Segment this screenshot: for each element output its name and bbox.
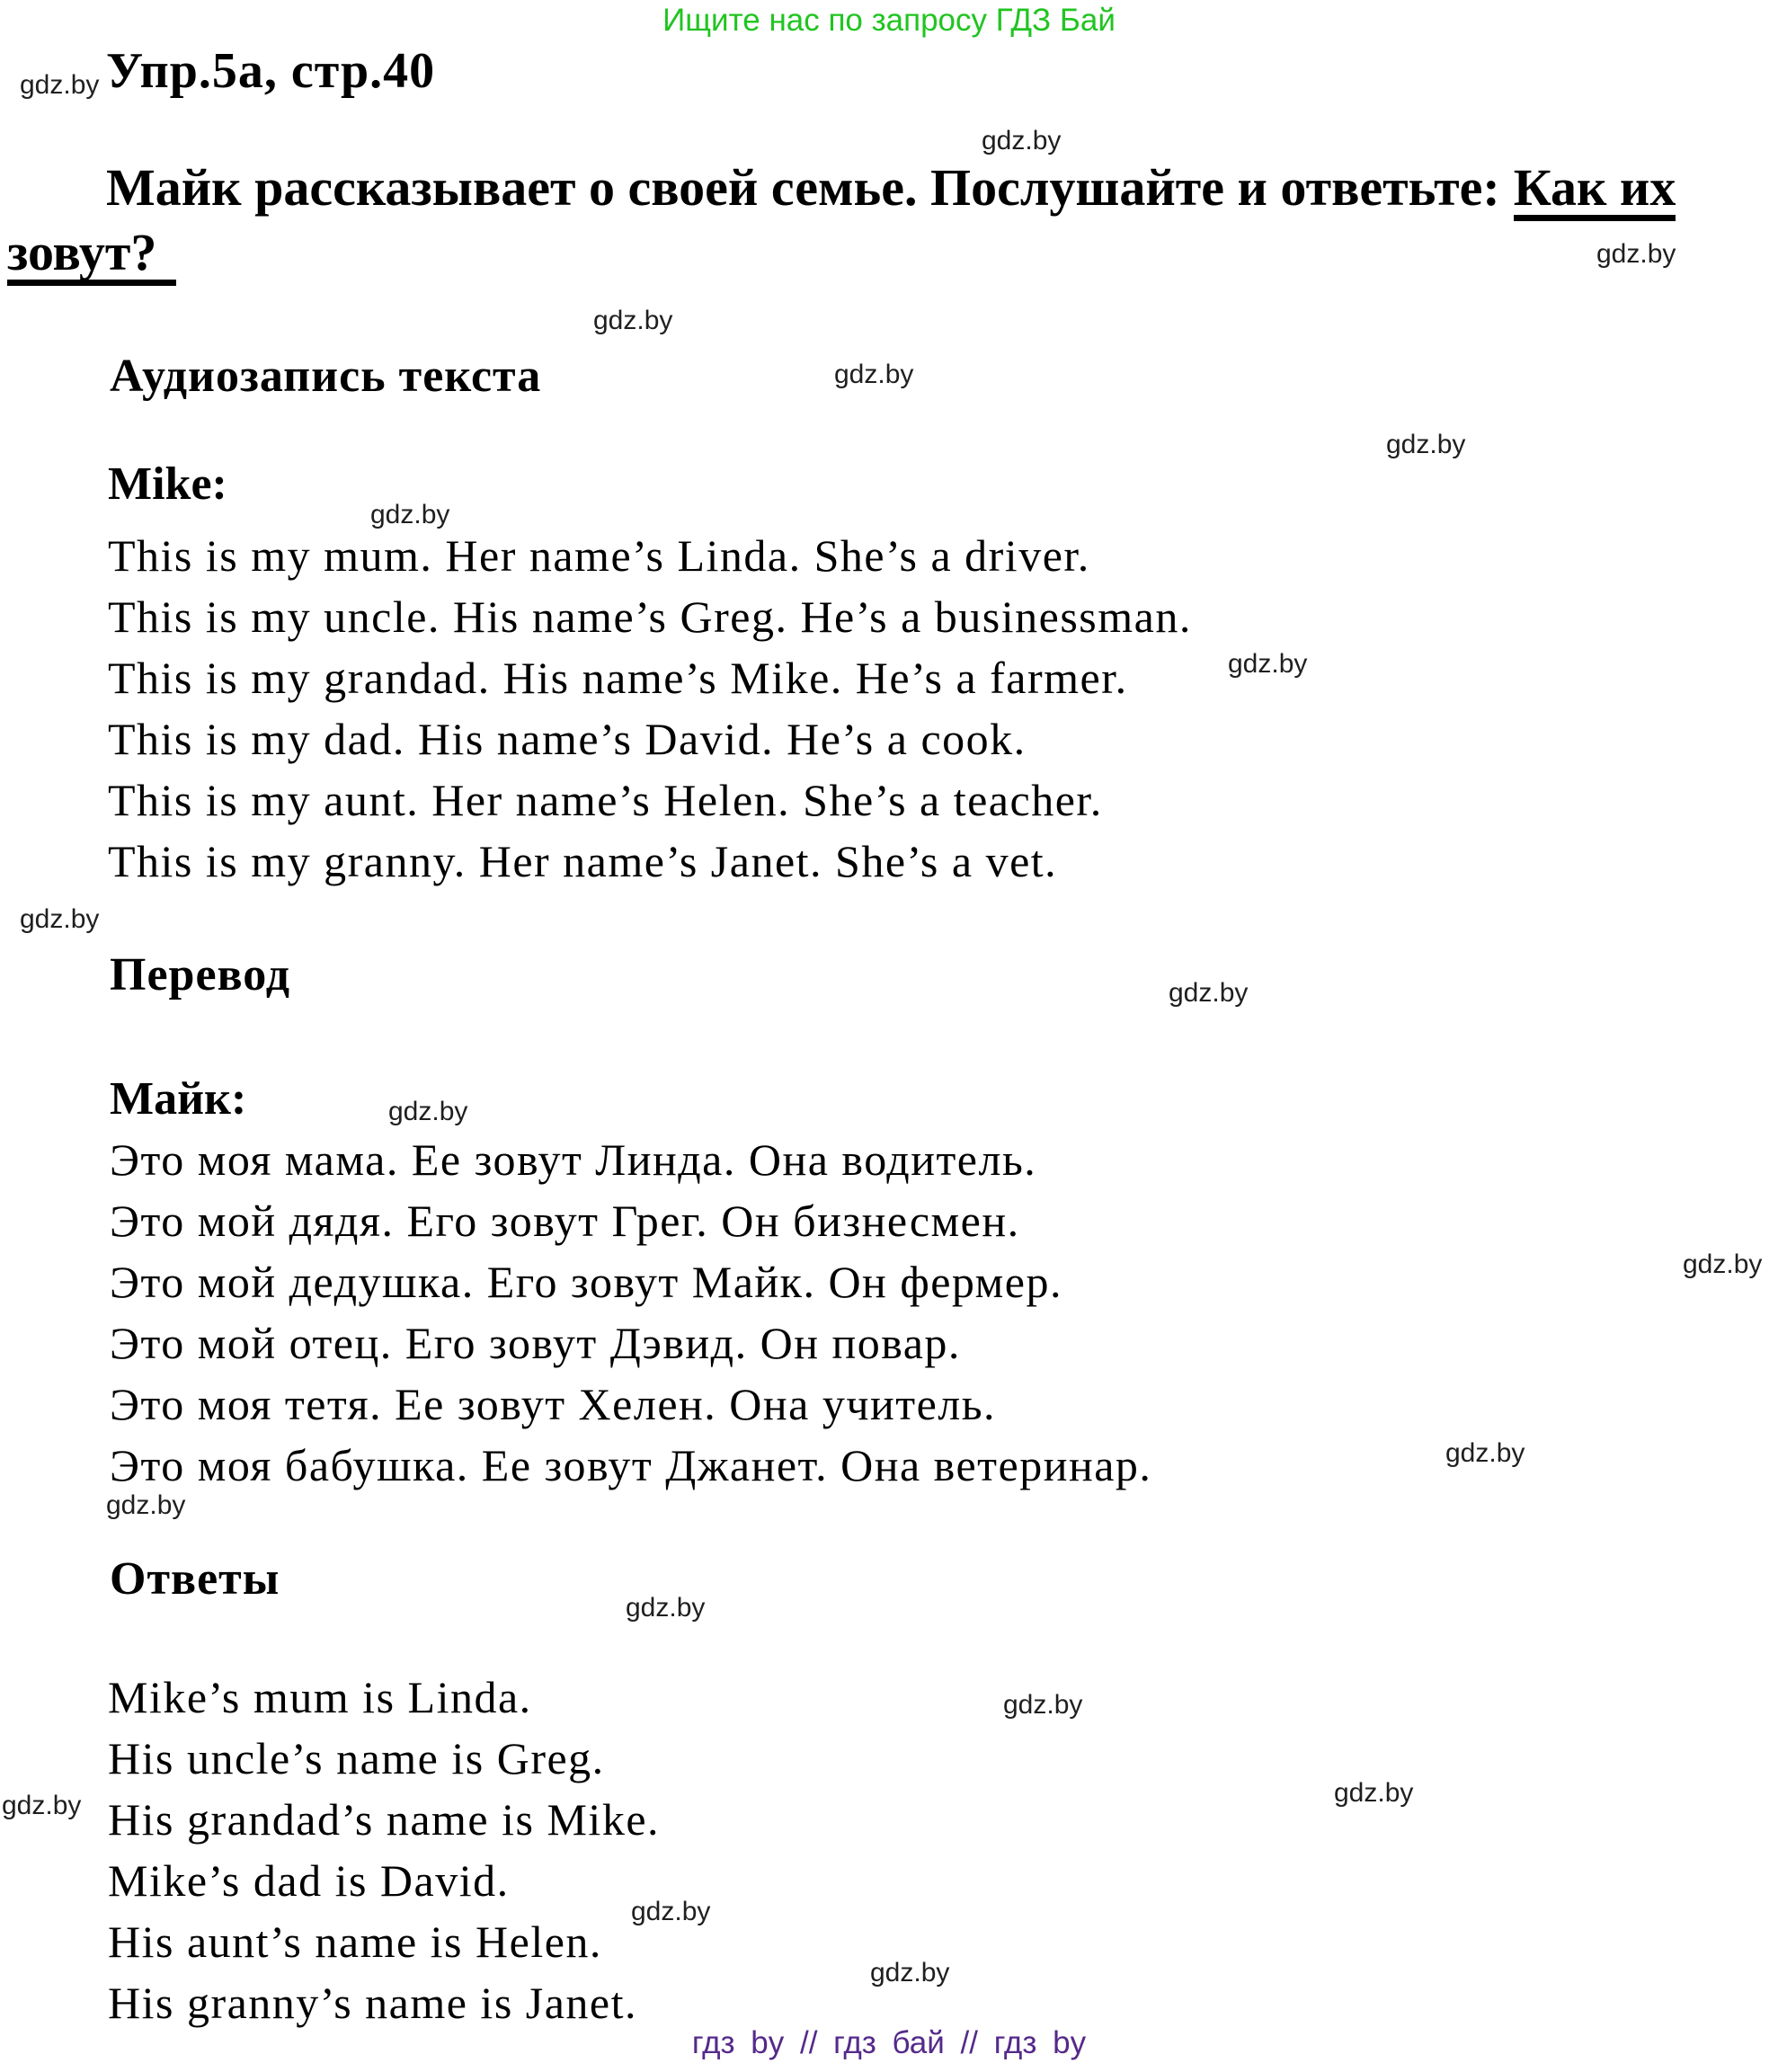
audio-line: This is my aunt. Her name’s Helen. She’s a teacher.: [108, 775, 1103, 825]
gdz-watermark: gdz.by: [1386, 430, 1466, 459]
translation-line: Это мой дядя. Его зовут Грег. Он бизнесмен.: [110, 1196, 1020, 1246]
task-heading-line2: [7, 221, 176, 286]
gdz-watermark: gdz.by: [388, 1097, 468, 1126]
section-heading-translation: Перевод: [110, 949, 291, 1000]
translation-line: Это мой дедушка. Его зовут Майк. Он фермер.: [110, 1257, 1062, 1307]
gdz-watermark: gdz.by: [1169, 978, 1249, 1008]
gdz-watermark: gdz.by: [1228, 649, 1308, 679]
audio-lines: [108, 525, 1192, 892]
audio-line: This is my uncle. His name’s Greg. He’s a businessman.: [108, 591, 1192, 642]
answer-line: His uncle’s name is Greg.: [108, 1733, 605, 1783]
audio-line: This is my dad. His name’s David. He’s a cook.: [108, 714, 1027, 764]
translation-line: Это моя тетя. Ее зовут Хелен. Она учитель.: [110, 1379, 997, 1429]
audio-line: This is my grandad. His name’s Mike. He’s a farmer.: [108, 653, 1128, 703]
gdz-watermark: gdz.by: [370, 500, 450, 529]
translation-lines: [110, 1129, 1151, 1496]
translation-line: Это мой отец. Его зовут Дэвид. Он повар.: [110, 1318, 961, 1368]
speaker-label-maik: Майк:: [110, 1073, 247, 1125]
task-heading-text: Майк рассказывает о своей семье. Послушайте и ответьте:: [106, 158, 1500, 217]
translation-line: Это моя мама. Ее зовут Линда. Она водитель.: [110, 1134, 1037, 1185]
gdz-watermark: gdz.by: [834, 360, 914, 389]
gdz-watermark: gdz.by: [106, 1490, 186, 1520]
gdz-watermark: gdz.by: [1596, 239, 1676, 269]
answer-lines: [108, 1667, 660, 2033]
gdz-watermark: gdz.by: [626, 1593, 706, 1623]
gdz-watermark: gdz.by: [20, 70, 100, 100]
audio-line: This is my mum. Her name’s Linda. She’s a driver.: [108, 530, 1090, 581]
footer-links[interactable]: гдз by // гдз бай // гдз by: [691, 2025, 1087, 2060]
speaker-label-mike: Mike:: [108, 458, 227, 510]
answer-line: His granny’s name is Janet.: [108, 1978, 638, 2028]
gdz-watermark: gdz.by: [982, 126, 1062, 156]
task-heading-line1: [106, 156, 1676, 221]
answer-line: His aunt’s name is Helen.: [108, 1916, 602, 1967]
gdz-watermark: gdz.by: [1683, 1249, 1763, 1279]
underlined-question-part1: Как их: [1514, 160, 1676, 221]
section-heading-answers: Ответы: [110, 1553, 280, 1605]
answer-line: Mike’s mum is Linda.: [108, 1672, 532, 1722]
gdz-watermark: gdz.by: [593, 306, 673, 335]
gdz-watermark: gdz.by: [1334, 1778, 1414, 1808]
underlined-question-part2: зовут?: [7, 225, 176, 286]
gdz-watermark: gdz.by: [1003, 1690, 1083, 1720]
translation-line: Это моя бабушка. Ее зовут Джанет. Она ветеринар.: [110, 1440, 1152, 1490]
gdz-watermark: gdz.by: [870, 1958, 950, 1988]
audio-line: This is my granny. Her name’s Janet. She’s a vet.: [108, 836, 1058, 886]
gdz-watermark: gdz.by: [1445, 1438, 1525, 1468]
gdz-watermark: gdz.by: [2, 1791, 82, 1820]
gdz-watermark: gdz.by: [631, 1897, 711, 1926]
exercise-title: Упр.5а, стр.40: [106, 43, 436, 99]
answer-line: Mike’s dad is David.: [108, 1855, 510, 1906]
answer-line: His grandad’s name is Mike.: [108, 1794, 661, 1845]
section-heading-audio: Аудиозапись текста: [110, 351, 542, 402]
promo-banner: Ищите нас по запросу ГДЗ Бай: [662, 3, 1116, 38]
gdz-watermark: gdz.by: [20, 904, 100, 934]
